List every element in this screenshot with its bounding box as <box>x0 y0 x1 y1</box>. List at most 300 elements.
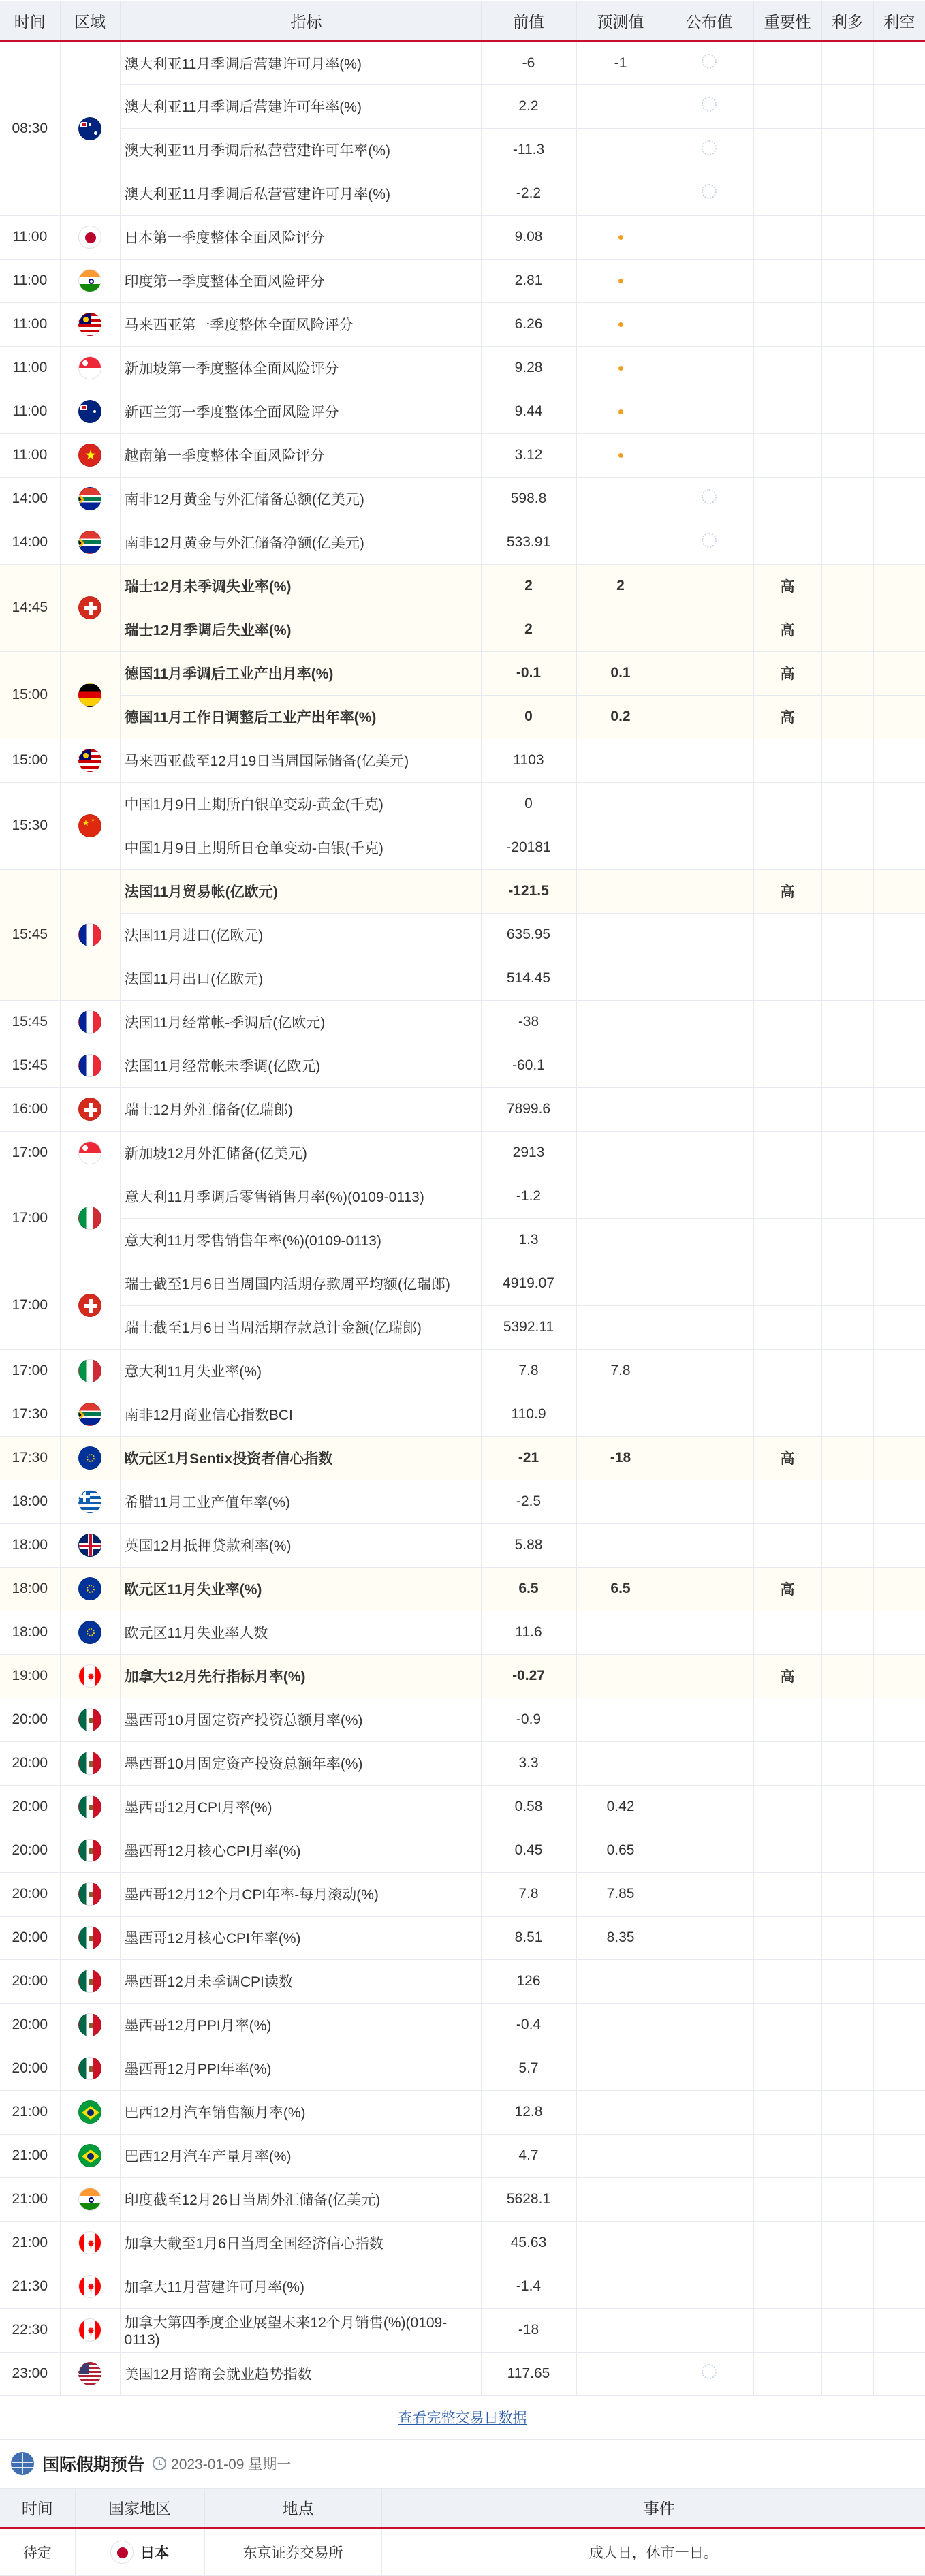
cell-indicator[interactable]: 墨西哥10月固定资产投资总额年率(%) <box>120 1741 481 1785</box>
cell-published <box>665 2134 753 2177</box>
cell-forecast <box>576 2352 665 2395</box>
cell-previous: 9.08 <box>481 215 576 259</box>
cell-bullish <box>821 1175 873 1218</box>
cell-bearish <box>873 346 925 390</box>
flag-icon-it <box>78 1359 101 1382</box>
table-row[interactable] <box>0 1741 925 1785</box>
cell-importance <box>753 957 821 1000</box>
cell-previous: 6.5 <box>481 1567 576 1611</box>
cell-forecast: 7.85 <box>576 1872 665 1916</box>
cell-importance <box>753 2047 821 2090</box>
cell-forecast: 8.35 <box>576 1916 665 1959</box>
loading-dot-icon <box>702 140 717 155</box>
cell-bullish <box>821 1305 873 1349</box>
table-row[interactable] <box>0 1218 925 1262</box>
table-row[interactable] <box>0 390 925 433</box>
cell-importance <box>753 1872 821 1916</box>
cell-forecast: 7.8 <box>576 1349 665 1393</box>
cell-indicator[interactable]: 美国12月谘商会就业趋势指数 <box>120 2352 481 2395</box>
cell-importance <box>753 2003 821 2047</box>
flag-icon-fr <box>78 1010 101 1034</box>
table-row[interactable] <box>0 608 925 651</box>
cell-indicator[interactable]: 德国11月工作日调整后工业产出年率(%) <box>120 695 481 739</box>
cell-published <box>665 259 753 302</box>
cell-indicator[interactable]: 意大利11月季调后零售销售月率(%)(0109-0113) <box>120 1175 481 1218</box>
hol-col-country: 国家地区 <box>75 2489 204 2528</box>
cell-forecast <box>576 1305 665 1349</box>
cell-indicator[interactable]: 日本第一季度整体全面风险评分 <box>120 215 481 259</box>
table-row[interactable] <box>0 172 925 215</box>
cell-importance <box>753 2221 821 2265</box>
col-importance: 重要性 <box>753 1 821 41</box>
cell-bearish <box>873 1959 925 2003</box>
cell-forecast <box>576 1523 665 1567</box>
table-row[interactable] <box>0 1436 925 1480</box>
cell-previous: 9.28 <box>481 346 576 390</box>
cell-forecast <box>576 1218 665 1262</box>
flag-icon-za <box>78 1403 101 1426</box>
cell-bearish <box>873 2352 925 2395</box>
table-row[interactable] <box>0 302 925 346</box>
table-row[interactable] <box>0 259 925 302</box>
cell-forecast <box>576 128 665 172</box>
cell-previous: -0.9 <box>481 1698 576 1741</box>
cell-time: 20:00 <box>0 1698 60 1741</box>
flag-icon-sg <box>78 356 101 379</box>
cell-importance <box>753 1393 821 1436</box>
cell-bullish <box>821 1436 873 1480</box>
flag-icon-mx <box>78 1708 101 1731</box>
cell-bullish <box>821 259 873 302</box>
cell-importance <box>753 215 821 259</box>
cell-bearish <box>873 1785 925 1829</box>
cell-bearish <box>873 521 925 564</box>
table-row[interactable] <box>0 1872 925 1916</box>
calendar-table <box>0 1 925 2440</box>
flag-icon-gr <box>78 1490 101 1513</box>
cell-indicator[interactable]: 南非12月商业信心指数BCI <box>120 1393 481 1436</box>
cell-previous: -2.2 <box>481 172 576 215</box>
table-row[interactable] <box>0 1567 925 1611</box>
hol-col-time: 时间 <box>0 2489 75 2528</box>
cell-importance <box>753 1349 821 1393</box>
table-row[interactable] <box>0 651 925 695</box>
cell-indicator[interactable]: 法国11月贸易帐(亿欧元) <box>120 869 481 913</box>
cell-indicator[interactable]: 墨西哥12月核心CPI月率(%) <box>120 1829 481 1872</box>
cell-previous: 635.95 <box>481 913 576 957</box>
table-row[interactable] <box>0 1349 925 1393</box>
cell-forecast <box>576 782 665 826</box>
cell-bullish <box>821 1567 873 1611</box>
table-row[interactable] <box>0 1000 925 1044</box>
flag-icon-mx <box>78 1926 101 1949</box>
holiday-date-text: 2023-01-09 星期一 <box>171 2453 291 2474</box>
loading-dot-icon <box>702 97 717 112</box>
cell-time: 21:00 <box>0 2134 60 2177</box>
table-row[interactable] <box>0 215 925 259</box>
cell-indicator[interactable]: 法国11月出口(亿欧元) <box>120 957 481 1000</box>
cell-indicator[interactable]: 墨西哥12月12个月CPI年率-每月滚动(%) <box>120 1872 481 1916</box>
cell-bearish <box>873 2308 925 2352</box>
cell-indicator[interactable]: 法国11月经常帐-季调后(亿欧元) <box>120 1000 481 1044</box>
view-full-trading-day-link[interactable]: 查看完整交易日数据 <box>398 2410 527 2426</box>
cell-region <box>60 1436 120 1480</box>
cell-forecast <box>576 1698 665 1741</box>
cell-bearish <box>873 695 925 739</box>
cell-bearish <box>873 1305 925 1349</box>
table-row[interactable] <box>0 2134 925 2177</box>
cell-previous: 514.45 <box>481 957 576 1000</box>
cell-published <box>665 1829 753 1872</box>
cell-published <box>665 2090 753 2134</box>
cell-bearish <box>873 128 925 172</box>
cell-bullish <box>821 826 873 869</box>
col-time: 时间 <box>0 1 60 41</box>
cell-published <box>665 1349 753 1393</box>
cell-published <box>665 1654 753 1698</box>
cell-indicator[interactable]: 马来西亚截至12月19日当周国际储备(亿美元) <box>120 739 481 782</box>
cell-bullish <box>821 346 873 390</box>
cell-indicator[interactable]: 欧元区1月Sentix投资者信心指数 <box>120 1436 481 1480</box>
cell-indicator[interactable]: 印度截至12月26日当周外汇储备(亿美元) <box>120 2177 481 2221</box>
cell-indicator[interactable]: 欧元区11月失业率人数 <box>120 1611 481 1654</box>
cell-indicator[interactable]: 加拿大第四季度企业展望未来12个月销售(%)(0109-0113) <box>120 2308 481 2352</box>
cell-published <box>665 346 753 390</box>
table-row[interactable] <box>0 1480 925 1523</box>
cell-bullish <box>821 390 873 433</box>
cell-region <box>60 1698 120 1741</box>
table-row[interactable] <box>0 346 925 390</box>
cell-published <box>665 1175 753 1218</box>
cell-time: 14:00 <box>0 477 60 521</box>
cell-region <box>60 41 120 215</box>
cell-forecast <box>576 2047 665 2090</box>
calendar-footer-row <box>0 2395 925 2439</box>
cell-indicator[interactable]: 加拿大截至1月6日当周全国经济信心指数 <box>120 2221 481 2265</box>
cell-indicator[interactable]: 墨西哥10月固定资产投资总额月率(%) <box>120 1698 481 1741</box>
table-row[interactable] <box>0 2047 925 2090</box>
cell-published <box>665 2308 753 2352</box>
table-row[interactable] <box>0 1044 925 1087</box>
cell-indicator[interactable]: 墨西哥12月CPI月率(%) <box>120 1785 481 1829</box>
cell-forecast <box>576 957 665 1000</box>
table-row[interactable] <box>0 1611 925 1654</box>
cell-indicator[interactable]: 加拿大12月先行指标月率(%) <box>120 1654 481 1698</box>
cell-published <box>665 1218 753 1262</box>
cell-bullish <box>821 1785 873 1829</box>
cell-indicator[interactable]: 英国12月抵押贷款利率(%) <box>120 1523 481 1567</box>
cell-bullish <box>821 913 873 957</box>
cell-forecast <box>576 739 665 782</box>
cell-bearish <box>873 84 925 128</box>
table-row[interactable] <box>0 41 925 84</box>
cell-published <box>665 390 753 433</box>
table-row[interactable] <box>0 1654 925 1698</box>
cell-indicator[interactable]: 越南第一季度整体全面风险评分 <box>120 433 481 477</box>
cell-region <box>60 651 120 739</box>
cell-bearish <box>873 782 925 826</box>
cell-bearish <box>873 739 925 782</box>
cell-previous: 5.7 <box>481 2047 576 2090</box>
cell-importance <box>753 259 821 302</box>
cell-indicator[interactable]: 瑞士12月季调后失业率(%) <box>120 608 481 651</box>
cell-region <box>60 2134 120 2177</box>
holiday-cell-time: 待定 <box>0 2528 75 2576</box>
cell-bearish <box>873 564 925 608</box>
cell-previous: 598.8 <box>481 477 576 521</box>
table-row[interactable] <box>0 826 925 869</box>
cell-indicator[interactable]: 法国11月经常帐未季调(亿欧元) <box>120 1044 481 1087</box>
cell-indicator[interactable]: 巴西12月汽车销售额月率(%) <box>120 2090 481 2134</box>
cell-importance <box>753 433 821 477</box>
cell-bearish <box>873 1523 925 1567</box>
cell-forecast <box>576 2177 665 2221</box>
cell-forecast <box>576 1480 665 1523</box>
cell-importance <box>753 739 821 782</box>
cell-region <box>60 2177 120 2221</box>
cell-region <box>60 259 120 302</box>
cell-previous: 11.6 <box>481 1611 576 1654</box>
cell-indicator[interactable]: 新加坡第一季度整体全面风险评分 <box>120 346 481 390</box>
cell-forecast <box>576 2090 665 2134</box>
cell-forecast <box>576 1131 665 1175</box>
cell-indicator[interactable]: 加拿大11月营建许可月率(%) <box>120 2265 481 2308</box>
cell-forecast <box>576 1087 665 1131</box>
table-row[interactable] <box>0 2308 925 2352</box>
cell-region <box>60 433 120 477</box>
cell-previous: 2.2 <box>481 84 576 128</box>
cell-time: 11:00 <box>0 302 60 346</box>
cell-region <box>60 215 120 259</box>
cell-previous: 7899.6 <box>481 1087 576 1131</box>
cell-bearish <box>873 1698 925 1741</box>
cell-indicator[interactable]: 希腊11月工业产值年率(%) <box>120 1480 481 1523</box>
table-row[interactable] <box>0 128 925 172</box>
cell-indicator[interactable]: 墨西哥12月未季调CPI读数 <box>120 1959 481 2003</box>
cell-indicator[interactable]: 墨西哥12月PPI月率(%) <box>120 2003 481 2047</box>
cell-bearish <box>873 651 925 695</box>
cell-time: 17:00 <box>0 1175 60 1262</box>
cell-bearish <box>873 2047 925 2090</box>
cell-indicator[interactable]: 澳大利亚11月季调后营建许可月率(%) <box>120 41 481 84</box>
cell-region <box>60 1916 120 1959</box>
table-row[interactable] <box>0 2090 925 2134</box>
cell-region <box>60 1349 120 1393</box>
cell-indicator[interactable]: 墨西哥12月PPI年率(%) <box>120 2047 481 2090</box>
table-row[interactable] <box>0 1916 925 1959</box>
cell-importance <box>753 390 821 433</box>
cell-published <box>665 869 753 913</box>
cell-indicator[interactable]: 马来西亚第一季度整体全面风险评分 <box>120 302 481 346</box>
cell-indicator[interactable]: 新西兰第一季度整体全面风险评分 <box>120 390 481 433</box>
cell-bearish <box>873 2134 925 2177</box>
cell-indicator[interactable]: 瑞士12月未季调失业率(%) <box>120 564 481 608</box>
cell-time: 18:00 <box>0 1523 60 1567</box>
cell-indicator[interactable]: 巴西12月汽车产量月率(%) <box>120 2134 481 2177</box>
table-row[interactable] <box>0 1087 925 1131</box>
cell-published <box>665 1611 753 1654</box>
table-row[interactable] <box>0 695 925 739</box>
cell-bearish <box>873 1654 925 1698</box>
cell-importance <box>753 1959 821 2003</box>
cell-published <box>665 564 753 608</box>
flag-icon-ca <box>78 1664 101 1688</box>
cell-region <box>60 1175 120 1262</box>
table-row[interactable] <box>0 913 925 957</box>
table-row[interactable] <box>0 869 925 913</box>
cell-forecast: 0.1 <box>576 651 665 695</box>
cell-published <box>665 608 753 651</box>
holiday-row[interactable] <box>0 2528 925 2576</box>
cell-indicator[interactable]: 瑞士截至1月6日当周国内活期存款周平均额(亿瑞郎) <box>120 1262 481 1305</box>
cell-time: 15:00 <box>0 739 60 782</box>
cell-published <box>665 1436 753 1480</box>
table-row[interactable] <box>0 521 925 564</box>
table-row[interactable] <box>0 84 925 128</box>
flag-icon-ca <box>78 2318 101 2342</box>
cell-indicator[interactable]: 意大利11月零售销售年率(%)(0109-0113) <box>120 1218 481 1262</box>
cell-importance <box>753 2134 821 2177</box>
cell-published <box>665 782 753 826</box>
cell-region <box>60 1785 120 1829</box>
table-row[interactable] <box>0 1393 925 1436</box>
cell-indicator[interactable]: 意大利11月失业率(%) <box>120 1349 481 1393</box>
cell-indicator[interactable]: 欧元区11月失业率(%) <box>120 1567 481 1611</box>
cell-forecast <box>576 2003 665 2047</box>
cell-bullish <box>821 1959 873 2003</box>
table-row[interactable] <box>0 1523 925 1567</box>
cell-region <box>60 1741 120 1785</box>
cell-forecast: 6.5 <box>576 1567 665 1611</box>
cell-forecast <box>576 1393 665 1436</box>
table-row[interactable] <box>0 1785 925 1829</box>
flag-icon-mx <box>78 2057 101 2080</box>
cell-published <box>665 1262 753 1305</box>
cell-indicator[interactable]: 澳大利亚11月季调后私营营建许可月率(%) <box>120 172 481 215</box>
cell-previous: 0.58 <box>481 1785 576 1829</box>
cell-indicator[interactable]: 瑞士12月外汇储备(亿瑞郎) <box>120 1087 481 1131</box>
cell-region <box>60 2265 120 2308</box>
cell-time: 19:00 <box>0 1654 60 1698</box>
calendar-header-row <box>0 1 925 41</box>
cell-previous: -60.1 <box>481 1044 576 1087</box>
cell-bullish <box>821 1262 873 1305</box>
cell-indicator[interactable]: 南非12月黄金与外汇储备净额(亿美元) <box>120 521 481 564</box>
cell-previous: -18 <box>481 2308 576 2352</box>
cell-indicator[interactable]: 中国1月9日上期所白银单变动-黄金(千克) <box>120 782 481 826</box>
cell-indicator[interactable]: 印度第一季度整体全面风险评分 <box>120 259 481 302</box>
table-row[interactable] <box>0 739 925 782</box>
cell-indicator[interactable]: 澳大利亚11月季调后私营营建许可年率(%) <box>120 128 481 172</box>
cell-forecast <box>576 869 665 913</box>
cell-published <box>665 1305 753 1349</box>
cell-indicator[interactable]: 墨西哥12月核心CPI年率(%) <box>120 1916 481 1959</box>
cell-bullish <box>821 433 873 477</box>
cell-published <box>665 2352 753 2395</box>
cell-bullish <box>821 477 873 521</box>
cell-time: 20:00 <box>0 1741 60 1785</box>
cell-bullish <box>821 1741 873 1785</box>
cell-indicator[interactable]: 南非12月黄金与外汇储备总额(亿美元) <box>120 477 481 521</box>
cell-forecast <box>576 302 665 346</box>
table-row[interactable] <box>0 1305 925 1349</box>
cell-indicator[interactable]: 法国11月进口(亿欧元) <box>120 913 481 957</box>
cell-forecast: 2 <box>576 564 665 608</box>
cell-indicator[interactable]: 德国11月季调后工业产出月率(%) <box>120 651 481 695</box>
cell-bearish <box>873 477 925 521</box>
cell-importance <box>753 2177 821 2221</box>
cell-bearish <box>873 1131 925 1175</box>
flag-icon-mx <box>78 1882 101 1906</box>
table-row[interactable] <box>0 2177 925 2221</box>
table-row[interactable] <box>0 2265 925 2308</box>
cell-time: 11:00 <box>0 346 60 390</box>
flag-icon-mx <box>78 1795 101 1818</box>
cell-forecast <box>576 826 665 869</box>
table-row[interactable] <box>0 2221 925 2265</box>
cell-indicator[interactable]: 澳大利亚11月季调后营建许可年率(%) <box>120 84 481 128</box>
cell-indicator[interactable]: 瑞士截至1月6日当周活期存款总计金额(亿瑞郎) <box>120 1305 481 1349</box>
table-row[interactable] <box>0 2003 925 2047</box>
table-row[interactable] <box>0 1698 925 1741</box>
table-row[interactable] <box>0 564 925 608</box>
cell-bullish <box>821 1916 873 1959</box>
forecast-dot-icon <box>618 235 623 240</box>
table-row[interactable] <box>0 1262 925 1305</box>
cell-previous: 5628.1 <box>481 2177 576 2221</box>
cell-importance <box>753 2352 821 2395</box>
cell-bullish <box>821 1131 873 1175</box>
forecast-dot-icon <box>618 409 623 414</box>
cell-time: 22:30 <box>0 2308 60 2352</box>
cell-region <box>60 2221 120 2265</box>
cell-time: 21:30 <box>0 2265 60 2308</box>
cell-importance <box>753 1218 821 1262</box>
cell-bearish <box>873 2003 925 2047</box>
cell-published <box>665 957 753 1000</box>
cell-forecast <box>576 172 665 215</box>
table-row[interactable] <box>0 957 925 1000</box>
cell-bullish <box>821 2352 873 2395</box>
cell-time: 23:00 <box>0 2352 60 2395</box>
table-row[interactable] <box>0 477 925 521</box>
table-row[interactable] <box>0 1175 925 1218</box>
table-row[interactable] <box>0 1131 925 1175</box>
loading-dot-icon <box>702 54 717 69</box>
cell-region <box>60 782 120 869</box>
table-row[interactable] <box>0 433 925 477</box>
holiday-title: 国际假期预告 <box>42 2451 144 2476</box>
cell-previous: -6 <box>481 41 576 84</box>
cell-bearish <box>873 1087 925 1131</box>
cell-importance: 高 <box>753 651 821 695</box>
cell-published <box>665 433 753 477</box>
table-row[interactable] <box>0 782 925 826</box>
cell-indicator[interactable]: 新加坡12月外汇储备(亿美元) <box>120 1131 481 1175</box>
cell-bearish <box>873 1262 925 1305</box>
table-row[interactable] <box>0 1959 925 2003</box>
cell-importance <box>753 1480 821 1523</box>
table-row[interactable] <box>0 1829 925 1872</box>
cell-importance <box>753 1785 821 1829</box>
cell-bearish <box>873 1567 925 1611</box>
cell-bullish <box>821 1872 873 1916</box>
flag-icon-cn <box>78 814 101 837</box>
footer-link-cell[interactable] <box>0 2395 925 2439</box>
table-row[interactable] <box>0 2352 925 2395</box>
cell-forecast <box>576 215 665 259</box>
cell-indicator[interactable]: 中国1月9日上期所日仓单变动-白银(千克) <box>120 826 481 869</box>
